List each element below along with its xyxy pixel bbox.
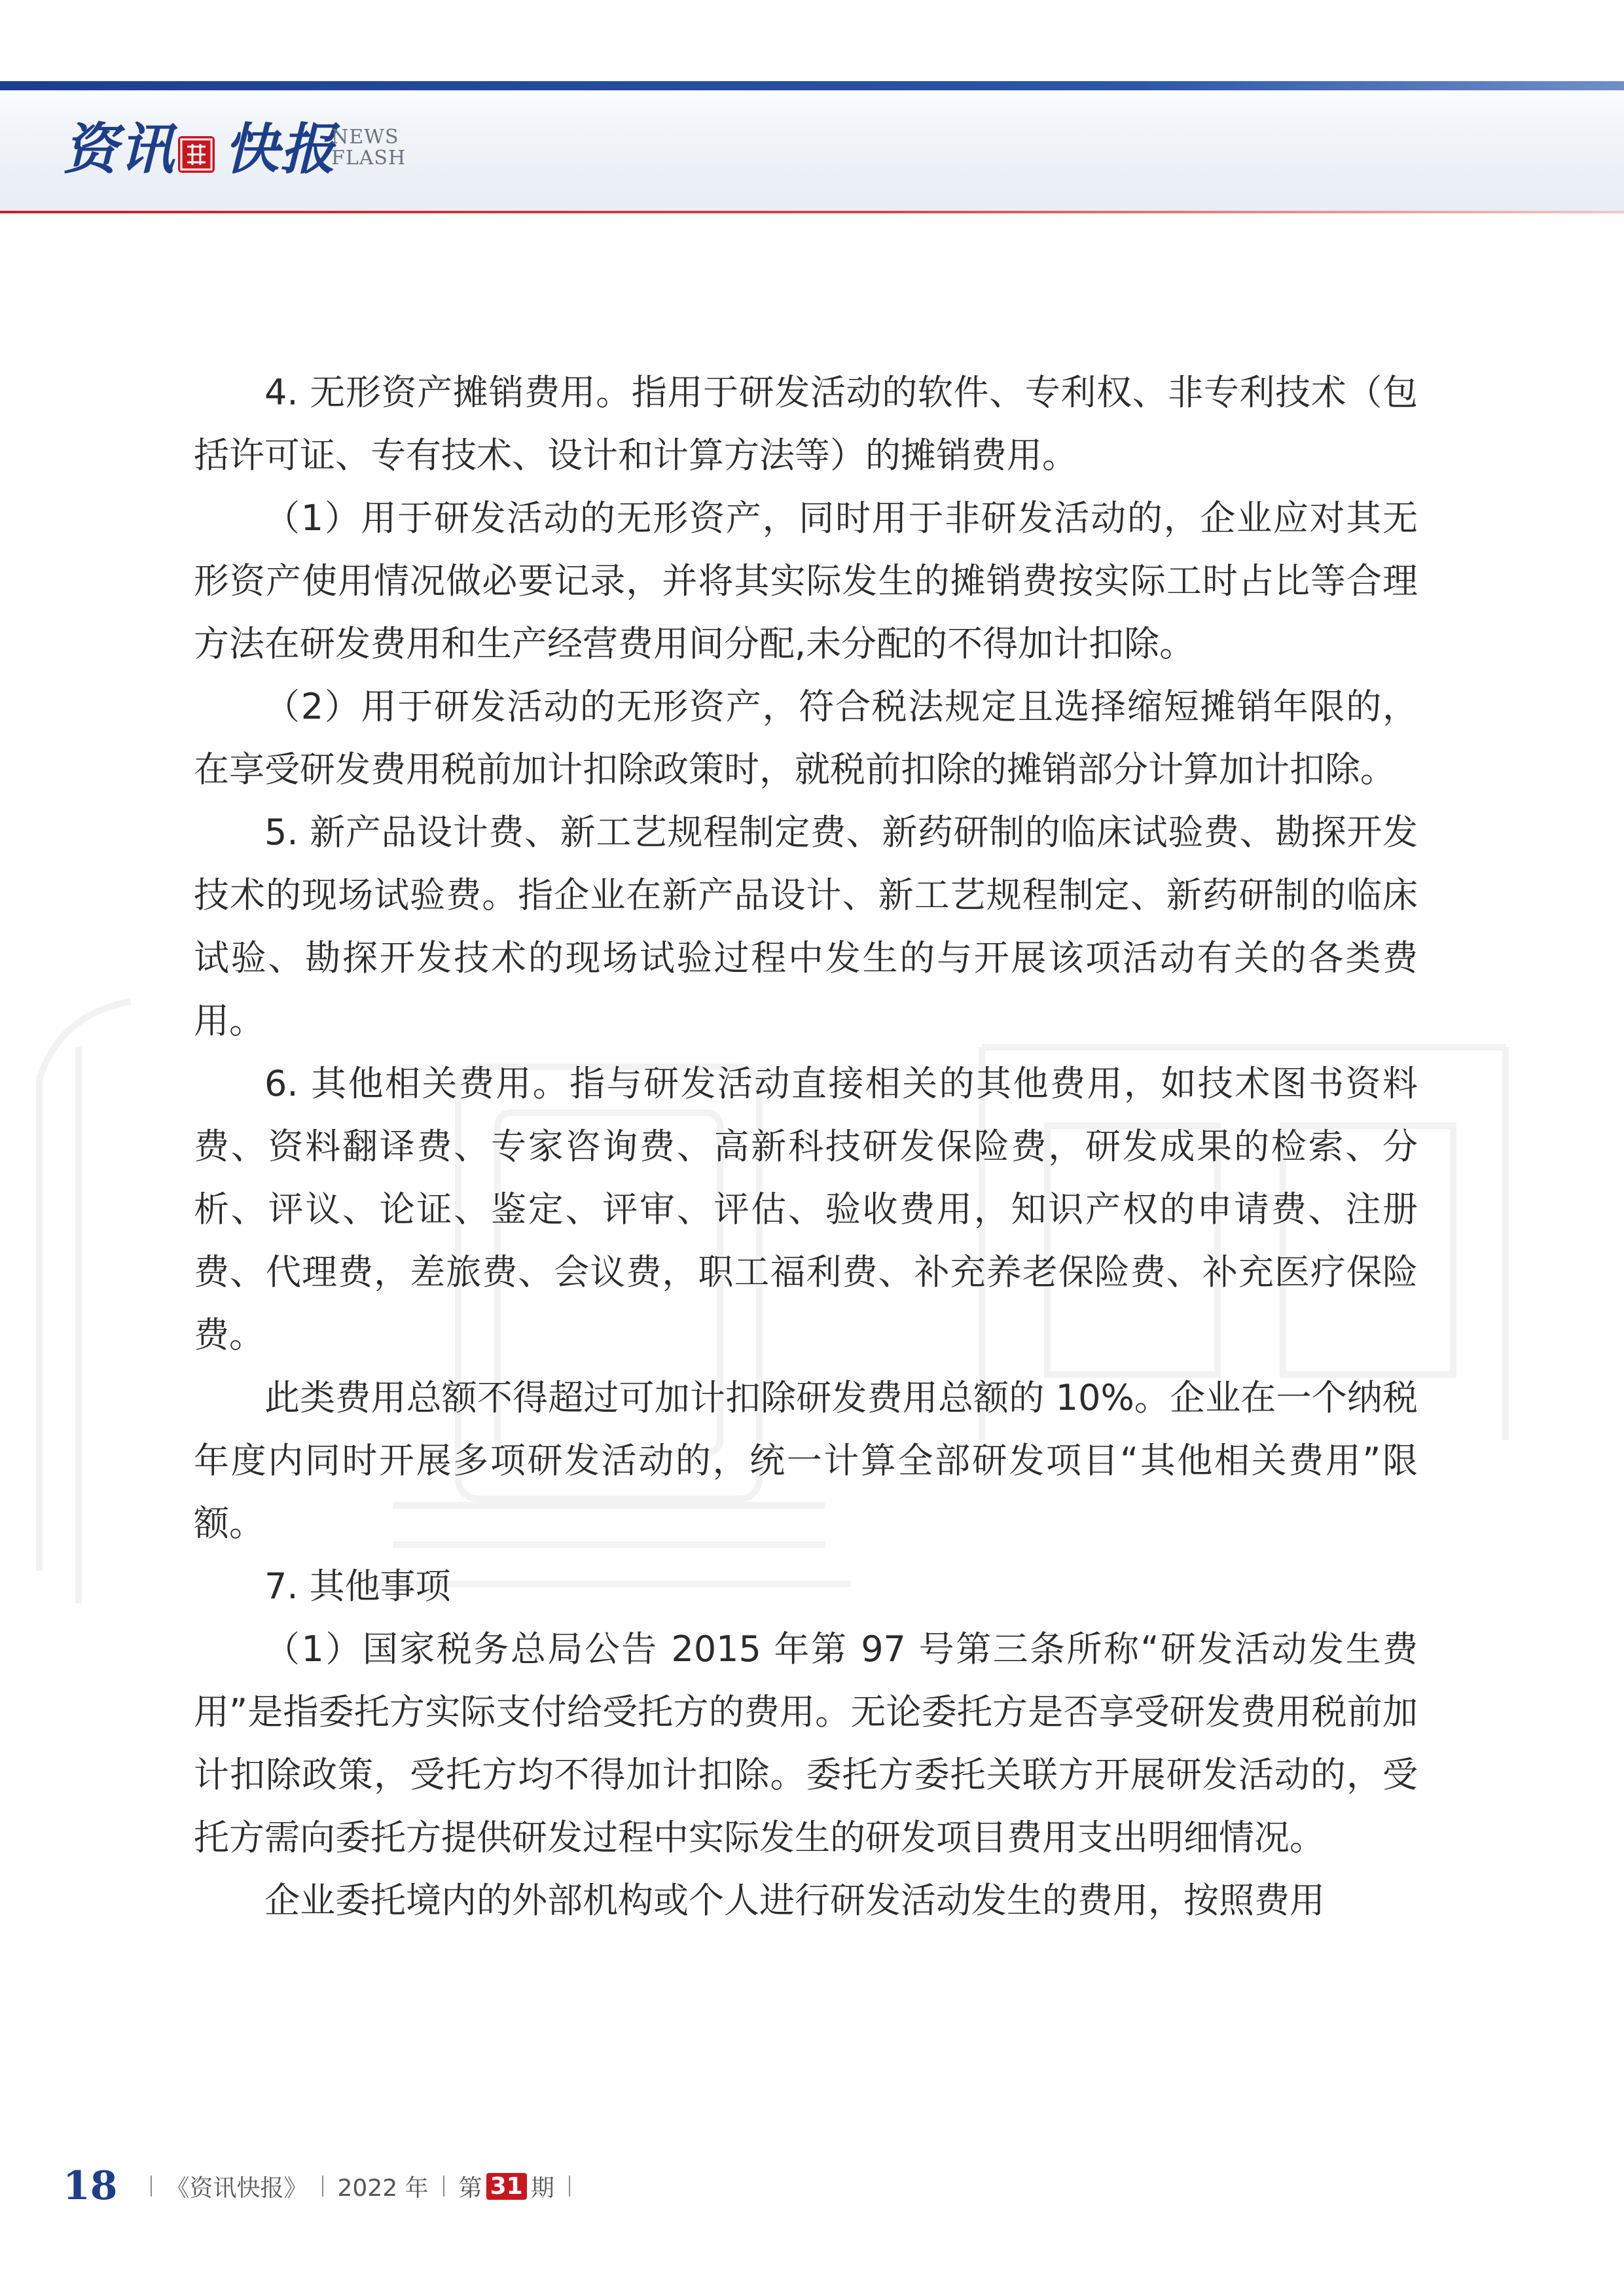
- issue-suffix: 期: [530, 2174, 554, 2202]
- paragraph: 7. 其他事项: [264, 1566, 451, 1607]
- issue-number: 31: [486, 2173, 527, 2200]
- paragraph: （1）国家税务总局公告 2015 年第 97 号第三条所称“研发活动发生费用”是指委托方实际支付给受托方的费用。无论委托方是否享受研发费用税前加计扣除政策，受托方均不得加计扣除。委托方委托关联方开展研发活动的，受托方需向委托方提供研发过程中实际发生的研发项目费用支出明细情况。: [194, 1628, 1418, 1858]
- footer-divider: [322, 2176, 323, 2197]
- publication-year: 2022 年: [337, 2174, 429, 2202]
- masthead-english: [331, 127, 406, 169]
- footer-divider: [569, 2176, 570, 2197]
- footer-divider: [443, 2176, 444, 2197]
- paragraph: 5. 新产品设计费、新工艺规程制定费、新药研制的临床试验费、勘探开发技术的现场试验费。指企业在新产品设计、新工艺规程制定、新药研制的临床试验、勘探开发技术的现场试验过程中发生的与开展该项活动有关的各类费用。: [194, 812, 1418, 1041]
- paragraph: 企业委托境内的外部机构或个人进行研发活动发生的费用，按照费用: [264, 1880, 1325, 1921]
- issue-prefix: 第: [458, 2174, 482, 2202]
- footer-divider: [151, 2176, 152, 2197]
- paragraph: 6. 其他相关费用。指与研发活动直接相关的其他费用，如技术图书资料费、资料翻译费、专家咨询费、高新科技研发保险费，研发成果的检索、分析、评议、论证、鉴定、评审、评估、验收费用，知识产权的申请费、注册费、代理费，差旅费、会议费，职工福利费、补充养老保险费、补充医疗保险费。: [194, 1063, 1418, 1355]
- masthead-en-line2: FLASH: [331, 147, 406, 170]
- seal-glyph-icon: [178, 136, 215, 173]
- header-red-rule: [0, 211, 1624, 213]
- masthead-en-line1: NEWS: [331, 126, 399, 149]
- seal-stamp-icon: [178, 136, 215, 173]
- page-footer: [63, 2160, 585, 2212]
- paragraph: 4. 无形资产摊销费用。指用于研发活动的软件、专利权、非专利技术（包括许可证、专有技术、设计和计算方法等）的摊销费用。: [194, 372, 1418, 476]
- paragraph: （2）用于研发活动的无形资产，符合税法规定且选择缩短摊销年限的，在享受研发费用税前加计扣除政策时，就税前扣除的摊销部分计算加计扣除。: [194, 686, 1418, 790]
- paragraph: （1）用于研发活动的无形资产，同时用于非研发活动的，企业应对其无形资产使用情况做必要记录，并将其实际发生的摊销费按实际工时占比等合理方法在研发费用和生产经营费用间分配,未分配的不得加计扣除。: [194, 497, 1418, 664]
- article-body: [194, 361, 1418, 1932]
- page-number: 18: [63, 2163, 118, 2209]
- paragraph: 此类费用总额不得超过可加计扣除研发费用总额的 10%。企业在一个纳税年度内同时开展多项研发活动的，统一计算全部研发项目“其他相关费用”限额。: [194, 1377, 1418, 1544]
- publication-name: 《资讯快报》: [166, 2174, 308, 2202]
- top-blue-rule: [0, 81, 1624, 90]
- masthead-title-b: 快报: [224, 117, 337, 181]
- masthead-title-a: 资讯: [63, 117, 176, 181]
